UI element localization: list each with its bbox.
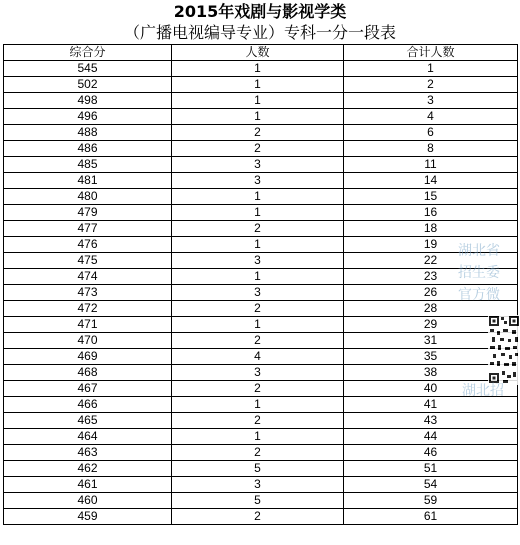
table-row [4, 381, 518, 397]
cell-count: 2 [172, 221, 344, 237]
cell-score: 474 [4, 269, 172, 285]
cell-score: 466 [4, 397, 172, 413]
table-row [4, 429, 518, 445]
cell-cumulative: 11 [344, 157, 518, 173]
cell-cumulative: 16 [344, 205, 518, 221]
cell-cumulative: 26 [344, 285, 518, 301]
cell-score: 467 [4, 381, 172, 397]
cell-score: 475 [4, 253, 172, 269]
cell-score: 459 [4, 509, 172, 525]
table-row [4, 205, 518, 221]
table-row [4, 493, 518, 509]
watermark-line: 官方微 [458, 287, 500, 303]
cell-count: 1 [172, 269, 344, 285]
table-row [4, 445, 518, 461]
cell-cumulative: 28 [344, 301, 518, 317]
cell-cumulative: 22 [344, 253, 518, 269]
table-row [4, 109, 518, 125]
cell-score: 463 [4, 445, 172, 461]
table-row [4, 285, 518, 301]
cell-count: 2 [172, 301, 344, 317]
watermark-line: 湖北省 [458, 243, 500, 259]
cell-score: 476 [4, 237, 172, 253]
cell-count: 1 [172, 77, 344, 93]
cell-score: 481 [4, 173, 172, 189]
cell-cumulative: 2 [344, 77, 518, 93]
qr-code-icon [488, 315, 520, 385]
cell-score: 464 [4, 429, 172, 445]
table-row [4, 141, 518, 157]
cell-count: 3 [172, 253, 344, 269]
watermark-bottom: 湖北招 [462, 383, 504, 399]
cell-cumulative: 46 [344, 445, 518, 461]
cell-cumulative: 14 [344, 173, 518, 189]
cell-score: 465 [4, 413, 172, 429]
table-row [4, 349, 518, 365]
cell-score: 461 [4, 477, 172, 493]
cell-cumulative: 1 [344, 61, 518, 77]
cell-count: 1 [172, 93, 344, 109]
cell-cumulative: 19 [344, 237, 518, 253]
cell-count: 2 [172, 125, 344, 141]
column-header-count: 人数 [172, 45, 344, 61]
cell-score: 502 [4, 77, 172, 93]
table-row [4, 189, 518, 205]
table-row [4, 157, 518, 173]
table-row [4, 125, 518, 141]
cell-cumulative: 44 [344, 429, 518, 445]
column-header-score: 综合分 [4, 45, 172, 61]
cell-count: 3 [172, 157, 344, 173]
cell-score: 468 [4, 365, 172, 381]
cell-count: 3 [172, 365, 344, 381]
table-row [4, 317, 518, 333]
cell-cumulative: 51 [344, 461, 518, 477]
cell-score: 470 [4, 333, 172, 349]
table-row [4, 93, 518, 109]
cell-score: 477 [4, 221, 172, 237]
cell-cumulative: 8 [344, 141, 518, 157]
table-row [4, 413, 518, 429]
cell-score: 479 [4, 205, 172, 221]
table-row [4, 221, 518, 237]
cell-count: 1 [172, 237, 344, 253]
cell-count: 2 [172, 413, 344, 429]
cell-count: 1 [172, 61, 344, 77]
cell-cumulative: 61 [344, 509, 518, 525]
page-subtitle: （广播电视编导专业）专科一分一段表 [123, 23, 396, 42]
table-row [4, 237, 518, 253]
table-row [4, 461, 518, 477]
cell-score: 460 [4, 493, 172, 509]
watermark-line: 招生委 [458, 265, 500, 281]
table-row [4, 509, 518, 525]
cell-score: 545 [4, 61, 172, 77]
table-row [4, 269, 518, 285]
cell-cumulative: 15 [344, 189, 518, 205]
table-row [4, 77, 518, 93]
cell-count: 5 [172, 493, 344, 509]
cell-score: 486 [4, 141, 172, 157]
cell-cumulative: 41 [344, 397, 518, 413]
cell-count: 1 [172, 317, 344, 333]
cell-cumulative: 23 [344, 269, 518, 285]
score-table [3, 44, 518, 525]
column-header-cumulative: 合计人数 [344, 45, 518, 61]
cell-count: 1 [172, 109, 344, 125]
cell-cumulative: 3 [344, 93, 518, 109]
table-header-row [4, 45, 518, 61]
cell-cumulative: 29 [344, 317, 518, 333]
cell-cumulative: 4 [344, 109, 518, 125]
cell-cumulative: 38 [344, 365, 518, 381]
cell-count: 1 [172, 189, 344, 205]
cell-score: 498 [4, 93, 172, 109]
cell-score: 473 [4, 285, 172, 301]
cell-cumulative: 18 [344, 221, 518, 237]
cell-cumulative: 59 [344, 493, 518, 509]
cell-count: 2 [172, 381, 344, 397]
table-row [4, 61, 518, 77]
cell-score: 480 [4, 189, 172, 205]
table-row [4, 365, 518, 381]
cell-cumulative: 35 [344, 349, 518, 365]
cell-cumulative: 6 [344, 125, 518, 141]
cell-count: 1 [172, 397, 344, 413]
cell-cumulative: 43 [344, 413, 518, 429]
cell-cumulative: 40 [344, 381, 518, 397]
table-row [4, 301, 518, 317]
cell-score: 488 [4, 125, 172, 141]
cell-cumulative: 54 [344, 477, 518, 493]
cell-count: 4 [172, 349, 344, 365]
cell-score: 469 [4, 349, 172, 365]
cell-cumulative: 31 [344, 333, 518, 349]
cell-score: 496 [4, 109, 172, 125]
cell-count: 2 [172, 445, 344, 461]
cell-count: 3 [172, 477, 344, 493]
cell-score: 472 [4, 301, 172, 317]
table-row [4, 173, 518, 189]
table-row [4, 333, 518, 349]
cell-count: 5 [172, 461, 344, 477]
cell-count: 1 [172, 429, 344, 445]
cell-count: 2 [172, 509, 344, 525]
cell-score: 485 [4, 157, 172, 173]
cell-count: 1 [172, 205, 344, 221]
cell-count: 3 [172, 285, 344, 301]
table-row [4, 477, 518, 493]
cell-count: 3 [172, 173, 344, 189]
table-row [4, 397, 518, 413]
cell-count: 2 [172, 333, 344, 349]
page-title: 2015年戏剧与影视学类 [173, 2, 347, 21]
cell-count: 2 [172, 141, 344, 157]
cell-score: 471 [4, 317, 172, 333]
table-row [4, 253, 518, 269]
cell-score: 462 [4, 461, 172, 477]
